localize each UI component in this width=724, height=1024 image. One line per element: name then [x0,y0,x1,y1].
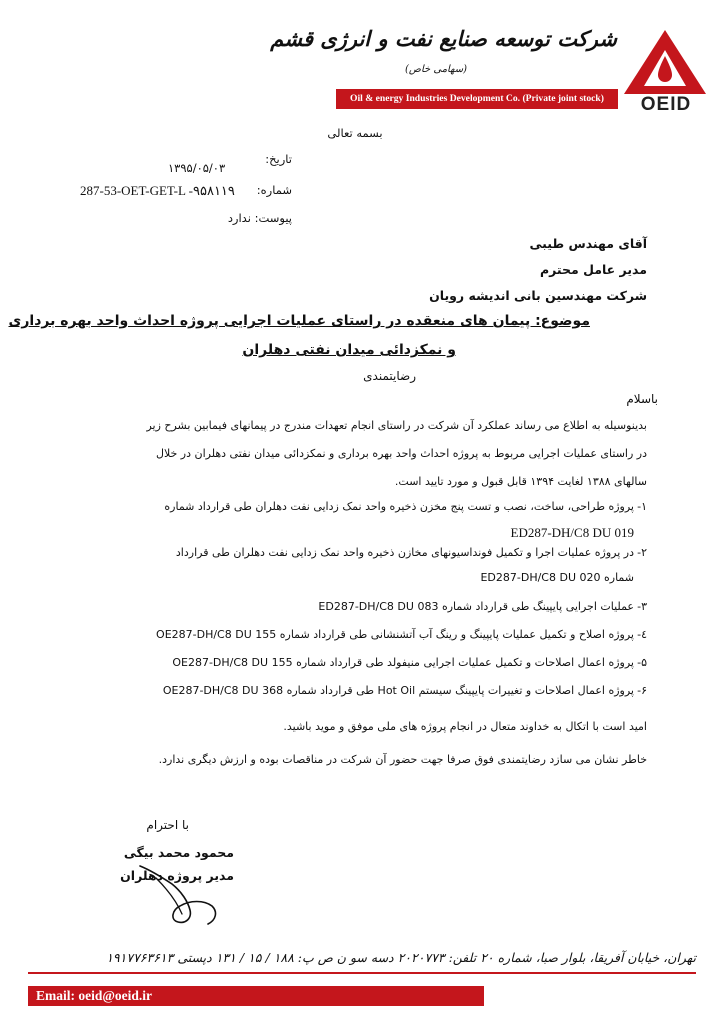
item-6-line-1: پروژه اعمال اصلاحات و تغییرات پایپینگ سیستم Hot Oil طی قرارداد شماره OE287-DH/C8 DU 368 [162,684,634,697]
item-number: ۶- [637,684,647,697]
number-value: 287-53-OET-GET-L -۹۵۸۱۱۹ [80,183,235,198]
company-name-english: Oil & energy Industries Development Co. (Private joint stock) [336,89,618,109]
item-number: ۲- [637,546,647,559]
item-number: ۳- [637,600,647,613]
subject-line-2: و نمکزدائی میدان نفتی دهلران [242,342,456,358]
regards: با احترام [146,818,189,832]
para-line-1: بدینوسیله به اطلاع می رساند عملکرد آن شرکت در راستای انجام تعهدات مندرج در پیمانهای فیمابین بشرح زیر [146,419,647,432]
company-type-fa: (سهامی خاص) [404,64,467,75]
date-label: تاریخ: [265,152,292,166]
signatory-name: محمود محمد بیگی [123,845,234,860]
item-1-line-1: پروژه طراحی، ساخت، نصب و تست پنج مخزن ذخیره واحد نمک زدایی نفت دهلران طی قرارداد شماره [164,500,634,513]
company-name-fa: شرکت توسعه صنایع نفت و انرژی قشم [270,26,617,51]
item-2-line-1: در پروژه عملیات اجرا و تکمیل فونداسیونهای مخازن ذخیره واحد نمک زدایی نفت دهلران طی قرارداد [175,546,634,559]
addressee-company: شرکت مهندسین بانی اندیشه رویان [429,288,647,303]
greeting: باسلام [626,392,658,406]
attachment-line: پیوست: ندارد [227,211,292,225]
item-5-line-1: پروژه اعمال اصلاحات و تکمیل عملیات اجرایی منیفولد طی قرارداد شماره OE287-DH/C8 DU 155 [172,656,634,669]
addressee-title: مدیر عامل محترم [539,262,647,277]
logo-text: OEID [640,94,692,115]
footer-email: Email: oeid@oeid.ir [28,986,484,1006]
footer-address: تهران، خیابان آفریقا، بلوار صبا، شماره ۲۰ تلفن: ۲۰۲۰۷۷۳ دسه سو ن ص پ: ۱۸۸ / ۱۵ / ۱۳۱ دپستی ۱۹۱۷۷۶۳۶۱۳ [106,950,696,965]
para-line-3: سالهای ۱۳۸۸ لغایت ۱۳۹۴ قابل قبول و مورد تایید است. [394,475,647,488]
closing-line-1: امید است با اتکال به خداوند متعال در انجام پروژه های ملی موفق و موید باشید. [283,720,647,733]
item-number: ٤- [637,628,647,641]
item-2-line-2: شماره ED287-DH/C8 DU 020 [480,571,634,584]
item-number: ۵- [637,656,647,669]
item-1-line-2: ED287-DH/C8 DU 019 [510,525,634,540]
subject-line-1: موضوع: پیمان های منعقده در راستای عملیات اجرایی پروژه احداث واحد بهره برداری [8,313,590,329]
company-name-persian [270,22,617,88]
item-4-line-1: پروژه اصلاح و تکمیل عملیات پایپینگ و رینگ آب آتشنشانی طی قرارداد شماره OE287-DH/C8 DU 155 [156,628,634,641]
date-value: ۱۳۹۵/۰۵/۰۳ [168,161,226,175]
subject-sub: رضایتمندی [363,369,416,383]
handwritten-signature-icon [120,858,240,938]
para-line-2: در راستای عملیات اجرایی مربوط به پروژه احداث واحد بهره برداری و نمکزدائی میدان نفتی دهلران در خلال [155,447,647,460]
closing-line-2: خاطر نشان می سازد رضایتمندی فوق صرفا جهت حضور آن شرکت در مناقصات بوده و ارزش دیگری ندارد. [158,753,647,766]
footer-divider [28,972,696,974]
addressee-name: آقای مهندس طیبی [529,236,647,251]
signatory-title: مدیر پروژه دهلران [120,868,234,883]
item-3-line-1: عملیات اجرایی پایپینگ طی قرارداد شماره ED287-DH/C8 DU 083 [318,600,634,613]
body-paragraph [72,412,647,496]
number-label: شماره: [256,183,292,197]
item-number: ۱- [637,500,647,513]
basmala: بسمه تعالی [327,126,383,140]
oeid-logo [622,26,708,118]
